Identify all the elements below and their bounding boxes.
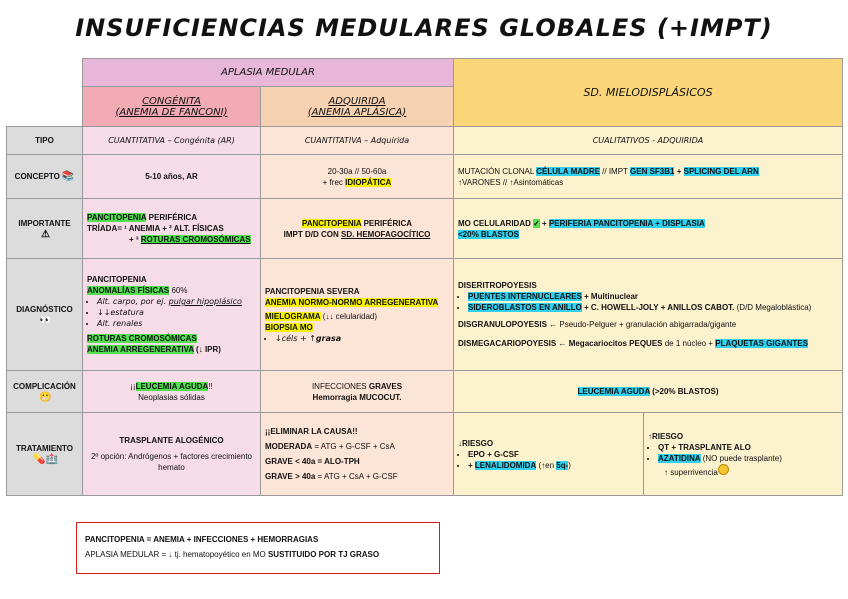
tratamiento-sd-bajo-riesgo: ↓RIESGO • EPO + G-CSF • + LENALIDOMIDA (↑en 5q-) xyxy=(454,413,644,495)
row-label-complicacion: COMPLICACIÓN 😬 xyxy=(7,371,83,413)
books-icon: 📚 xyxy=(61,171,75,182)
check-icon: ✓ xyxy=(533,218,540,228)
importante-sd: MO CELULARIDAD ✓ + PERIFERIA PANCITOPENIA + DISPLASIA <20% BLASTOS xyxy=(454,199,843,259)
warning-icon: ⚠ xyxy=(41,228,50,240)
complicacion-congenita: ¡¡LEUCEMIA AGUDA!! Neoplasias sólidas xyxy=(83,371,261,413)
eyes-icon: 👀 xyxy=(39,314,52,326)
sd-header: SD. MIELODISPLÁSICOS xyxy=(454,59,843,127)
grimace-face-icon: 😬 xyxy=(39,391,52,403)
diagnostico-sd: DISERITROPOYESIS • PUENTES INTERNUCLEARES + Multinuclear • SIDEROBLASTOS EN ANILLO + C. HOWELL-JOLY + ANILLOS CABOT. (D/D Megaloblástica) DISGRANULOPOYESIS ← Pseudo-Pelguer + granulación abigarrada/gigante DISMEGACARIOPOYESIS ← Megacariocitos PEQUES de 1 núcleo + PLAQUETAS GIGANTES xyxy=(454,259,843,371)
note-box: PANCITOPENIA = ANEMIA + INFECCIONES + HEMORRAGIAS APLASIA MEDULAR = ↓ tj. hematopoyético en MO SUSTITUIDO POR TJ GRASO xyxy=(76,522,440,574)
diagnostico-adquirida: PANCITOPENIA SEVERA ANEMIA NORMO-NORMO ARREGENERATIVA MIELOGRAMA (↓↓ celularidad) BIOPSIA MO • ↓céls + ↑grasa xyxy=(261,259,454,371)
concepto-congenita: 5-10 años, AR xyxy=(83,155,261,199)
corner-cell xyxy=(7,59,83,127)
tipo-congenita: CUANTITATIVA – Congénita (AR) xyxy=(83,127,261,155)
row-label-diagnostico: DIAGNÓSTICO 👀 xyxy=(7,259,83,371)
tratamiento-congenita: TRASPLANTE ALOGÉNICO 2º opción: Andrógenos + factores crecimiento hemato xyxy=(83,413,261,496)
importante-adquirida: PANCITOPENIA PERIFÉRICA IMPT D/D CON SD. HEMOFAGOCÍTICO xyxy=(261,199,454,259)
row-label-importante: IMPORTANTE ⚠ xyxy=(7,199,83,259)
row-label-concepto: CONCEPTO 📚 xyxy=(7,155,83,199)
summary-table xyxy=(6,58,843,496)
row-label-tratamiento: TRATAMIENTO 💊🏥 xyxy=(7,413,83,496)
complicacion-adquirida: INFECCIONES GRAVES Hemorragia MUCOCUT. xyxy=(261,371,454,413)
complicacion-sd: LEUCEMIA AGUDA (>20% BLASTOS) xyxy=(454,371,843,413)
tratamiento-adquirida: ¡¡ELIMINAR LA CAUSA!! MODERADA = ATG + G-CSF + CsA GRAVE < 40a = ALO-TPH GRAVE > 40a = ATG + CsA + G-CSF xyxy=(261,413,454,496)
concepto-sd: MUTACIÓN CLONAL CÉLULA MADRE // IMPT GEN SF3B1 + SPLICING DEL ARN ↑VARONES // ↑Asintomáticas xyxy=(454,155,843,199)
pill-hospital-icon: 💊🏥 xyxy=(33,454,58,465)
tratamiento-sd xyxy=(454,413,843,496)
adquirida-header: ADQUIRIDA (ANEMIA APLÁSICA) xyxy=(261,87,454,127)
importante-congenita: PANCITOPENIA PERIFÉRICA TRÍADA= ¹ ANEMIA + ² ALT. FÍSICAS + ³ ROTURAS CROMOSÓMICAS xyxy=(83,199,261,259)
tipo-sd: CUALITATIVOS - ADQUIRIDA xyxy=(454,127,843,155)
row-label-tipo: TIPO xyxy=(7,127,83,155)
tipo-adquirida: CUANTITATIVA – Adquirida xyxy=(261,127,454,155)
diagnostico-congenita: PANCITOPENIA ANOMALÍAS FÍSICAS 60% • Alt. carpo, por ej. pulgar hipoplásico • ↓↓estatura • Alt. renales ROTURAS CROMOSÓMICAS ANEMIA ARREGENERATIVA (↓ IPR) xyxy=(83,259,261,371)
page-title: INSUFICIENCIAS MEDULARES GLOBALES (+IMPT) xyxy=(75,14,773,42)
tratamiento-sd-alto-riesgo: ↑RIESGO • QT + TRASPLANTE ALO • AZATIDINA (NO puede trasplante) ↑ superrivencia xyxy=(644,413,842,495)
concepto-adquirida: 20-30a // 50-60a + frec IDIOPÁTICA xyxy=(261,155,454,199)
congenita-header: CONGÉNITA (ANEMIA DE FANCONI) xyxy=(83,87,261,127)
smile-icon xyxy=(718,464,729,475)
aplasia-header: APLASIA MEDULAR xyxy=(83,59,454,87)
